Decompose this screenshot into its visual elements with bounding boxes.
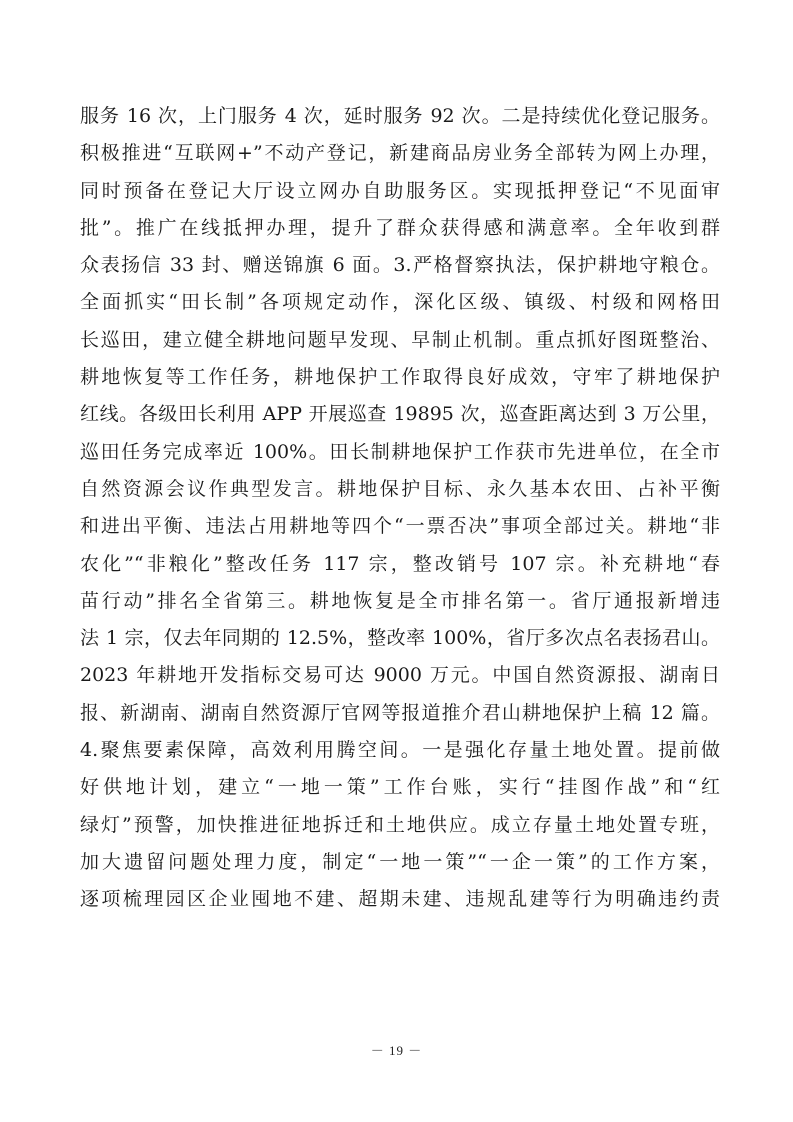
text-line: 长巡田，建立健全耕地问题早发现、早制止机制。重点抓好图斑整治、: [80, 328, 720, 351]
body-text: [80, 98, 720, 919]
text-line: 服务 16 次，上门服务 4 次，延时服务 92 次。二是持续优化登记服务。: [80, 105, 720, 127]
page-number: － 19 －: [370, 1043, 423, 1058]
text-line: 加大遗留问题处理力度，制定“一地一策”“一企一策”的工作方案，: [80, 850, 720, 873]
text-line: 绿灯”预警，加快推进征地拆迁和土地供应。成立存量土地处置专班，: [80, 813, 720, 836]
text-line: 2023 年耕地开发指标交易可达 9000 万元。中国自然资源报、湖南日: [80, 664, 720, 687]
text-line: 批”。推广在线抵押办理，提升了群众获得感和满意率。全年收到群: [80, 216, 720, 239]
text-line: 红线。各级田长利用 APP 开展巡查 19895 次，巡查距离达到 3 万公里，: [80, 403, 720, 426]
text-line: 好供地计划，建立“一地一策”工作台账，实行“挂图作战”和“红: [80, 776, 720, 799]
text-line: 耕地恢复等工作任务，耕地保护工作取得良好成效，守牢了耕地保护: [80, 366, 720, 389]
text-line: 自然资源会议作典型发言。耕地保护目标、永久基本农田、占补平衡: [80, 477, 720, 500]
text-line: 农化”“非粮化”整改任务 117 宗，整改销号 107 宗。补充耕地“春: [80, 552, 720, 575]
text-line: 巡田任务完成率近 100%。田长制耕地保护工作获市先进单位，在全市: [80, 440, 720, 463]
text-line: 4.聚焦要素保障，高效利用腾空间。一是强化存量土地处置。提前做: [80, 739, 720, 762]
text-line: 同时预备在登记大厅设立网办自助服务区。实现抵押登记“不见面审: [80, 179, 720, 202]
text-line: 积极推进“互联网+”不动产登记，新建商品房业务全部转为网上办理，: [80, 142, 720, 165]
text-line: 全面抓实“田长制”各项规定动作，深化区级、镇级、村级和网格田: [80, 291, 720, 314]
text-line: 逐项梳理园区企业囤地不建、超期未建、违规乱建等行为明确违约责: [80, 888, 720, 911]
text-line: 法 1 宗，仅去年同期的 12.5%，整改率 100%，省厅多次点名表扬君山。: [80, 627, 720, 650]
text-line: 和进出平衡、违法占用耕地等四个“一票否决”事项全部过关。耕地“非: [80, 515, 720, 538]
text-line: 苗行动”排名全省第三。耕地恢复是全市排名第一。省厅通报新增违: [80, 589, 720, 612]
text-line: 报、新湖南、湖南自然资源厅官网等报道推介君山耕地保护上稿 12 篇。: [80, 701, 720, 724]
text-line: 众表扬信 33 封、赠送锦旗 6 面。3.严格督察执法，保护耕地守粮仓。: [80, 254, 720, 277]
